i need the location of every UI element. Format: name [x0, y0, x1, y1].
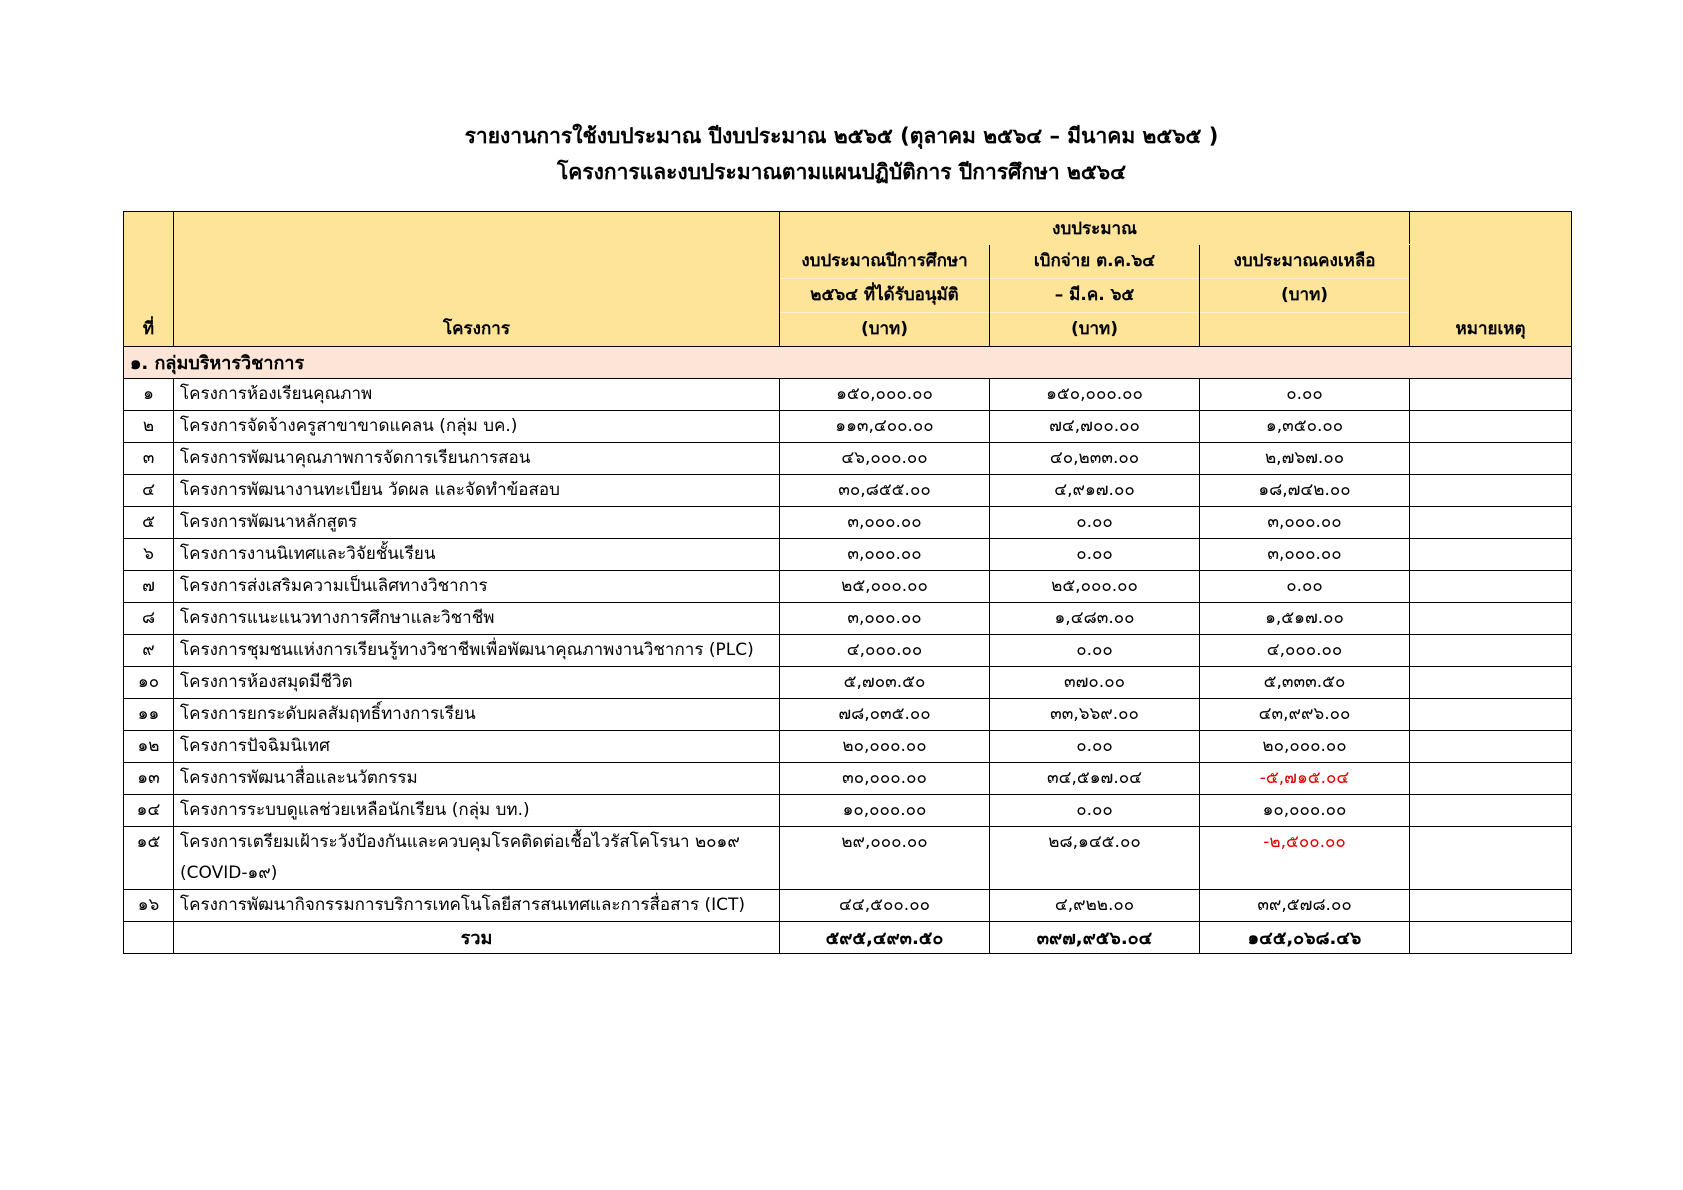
- row-remain: ๓,๐๐๐.๐๐: [1200, 507, 1410, 539]
- row-spent: ๔,๙๑๗.๐๐: [990, 475, 1200, 507]
- row-project-name: โครงการระบบดูแลช่วยเหลือนักเรียน (กลุ่ม บท.): [174, 795, 780, 827]
- row-no: ๔: [124, 475, 174, 507]
- row-remain: -๕,๗๑๕.๐๔: [1200, 763, 1410, 795]
- row-no: ๑๑: [124, 699, 174, 731]
- table-row: [124, 827, 1572, 890]
- row-approved: ๗๘,๐๓๕.๐๐: [780, 699, 990, 731]
- title-line-1: รายงานการใช้งบประมาณ ปีงบประมาณ ๒๕๖๕ (ตุลาคม ๒๕๖๔ – มีนาคม ๒๕๖๕ ): [464, 124, 1219, 148]
- row-remain: ๓,๐๐๐.๐๐: [1200, 539, 1410, 571]
- row-project-name: โครงการปัจฉิมนิเทศ: [174, 731, 780, 763]
- header-remain: [1200, 245, 1410, 347]
- row-remain: ๑,๓๕๐.๐๐: [1200, 411, 1410, 443]
- row-no: ๘: [124, 603, 174, 635]
- total-approved: ๕๙๕,๔๙๓.๕๐: [780, 922, 990, 954]
- row-project-name: โครงการพัฒนาคุณภาพการจัดการเรียนการสอน: [174, 443, 780, 475]
- header-remain-line2: (บาท): [1200, 279, 1409, 313]
- table-row: [124, 539, 1572, 571]
- row-note: [1410, 443, 1572, 475]
- row-remain: ๓๙,๕๗๘.๐๐: [1200, 890, 1410, 922]
- row-project-name: โครงการยกระดับผลสัมฤทธิ์ทางการเรียน: [174, 699, 780, 731]
- row-approved: ๒๕,๐๐๐.๐๐: [780, 571, 990, 603]
- row-remain: ๕,๓๓๓.๕๐: [1200, 667, 1410, 699]
- row-remain: ๑,๕๑๗.๐๐: [1200, 603, 1410, 635]
- row-note: [1410, 539, 1572, 571]
- header-spent-line2: – มี.ค. ๖๕: [990, 279, 1199, 313]
- header-approved-line3: (บาท): [860, 319, 909, 339]
- row-project-name: โครงการห้องสมุดมีชีวิต: [174, 667, 780, 699]
- row-no: ๑๐: [124, 667, 174, 699]
- row-approved: ๓,๐๐๐.๐๐: [780, 539, 990, 571]
- row-project-name: โครงการพัฒนางานทะเบียน วัดผล และจัดทำข้อสอบ: [174, 475, 780, 507]
- row-spent: ๒๕,๐๐๐.๐๐: [990, 571, 1200, 603]
- row-approved: ๒๐,๐๐๐.๐๐: [780, 731, 990, 763]
- row-spent: ๒๘,๑๔๕.๐๐: [990, 827, 1200, 890]
- row-remain: ๑๘,๗๔๒.๐๐: [1200, 475, 1410, 507]
- header-spent-line1: เบิกจ่าย ต.ค.๖๔: [990, 245, 1199, 279]
- row-approved: ๕,๗๐๓.๕๐: [780, 667, 990, 699]
- row-no: ๙: [124, 635, 174, 667]
- row-remain: -๒,๕๐๐.๐๐: [1200, 827, 1410, 890]
- row-approved: ๑๑๓,๔๐๐.๐๐: [780, 411, 990, 443]
- header-remain-line1: งบประมาณคงเหลือ: [1200, 245, 1409, 279]
- total-remain: ๑๔๕,๐๖๘.๔๖: [1200, 922, 1410, 954]
- row-project-name: โครงการห้องเรียนคุณภาพ: [174, 379, 780, 411]
- row-no: ๗: [124, 571, 174, 603]
- row-note: [1410, 667, 1572, 699]
- row-spent: ๐.๐๐: [990, 635, 1200, 667]
- row-no: ๑๖: [124, 890, 174, 922]
- row-spent: ๓๔,๕๑๗.๐๔: [990, 763, 1200, 795]
- row-note: [1410, 475, 1572, 507]
- row-note: [1410, 795, 1572, 827]
- row-approved: ๓,๐๐๐.๐๐: [780, 507, 990, 539]
- row-approved: ๓๐,๘๕๕.๐๐: [780, 475, 990, 507]
- row-project-name: โครงการพัฒนากิจกรรมการบริการเทคโนโลยีสารสนเทศและการสื่อสาร (ICT): [174, 890, 780, 922]
- row-approved: ๑๕๐,๐๐๐.๐๐: [780, 379, 990, 411]
- row-no: ๑๒: [124, 731, 174, 763]
- table-row: [124, 379, 1572, 411]
- row-project-name: โครงการเตรียมเฝ้าระวังป้องกันและควบคุมโรคติดต่อเชื้อไวรัสโคโรนา ๒๐๑๙ (COVID-๑๙): [174, 827, 780, 890]
- table-row: [124, 763, 1572, 795]
- row-spent: ๔๐,๒๓๓.๐๐: [990, 443, 1200, 475]
- table-row: [124, 603, 1572, 635]
- row-remain: ๔๓,๙๙๖.๐๐: [1200, 699, 1410, 731]
- total-label: รวม: [174, 922, 780, 954]
- table-row: [124, 795, 1572, 827]
- row-remain: ๐.๐๐: [1200, 379, 1410, 411]
- table-row: [124, 667, 1572, 699]
- header-note: หมายเหตุ: [1410, 212, 1572, 347]
- row-spent: ๐.๐๐: [990, 795, 1200, 827]
- row-spent: ๐.๐๐: [990, 539, 1200, 571]
- row-project-name: โครงการงานนิเทศและวิจัยชั้นเรียน: [174, 539, 780, 571]
- row-approved: ๓๐,๐๐๐.๐๐: [780, 763, 990, 795]
- row-spent: ๔,๙๒๒.๐๐: [990, 890, 1200, 922]
- row-approved: ๑๐,๐๐๐.๐๐: [780, 795, 990, 827]
- header-spent: [990, 245, 1200, 347]
- table-row: [124, 411, 1572, 443]
- row-note: [1410, 731, 1572, 763]
- row-approved: ๔๔,๕๐๐.๐๐: [780, 890, 990, 922]
- row-no: ๑: [124, 379, 174, 411]
- row-spent: ๐.๐๐: [990, 507, 1200, 539]
- total-no: [124, 922, 174, 954]
- total-spent: ๓๙๗,๙๕๖.๐๔: [990, 922, 1200, 954]
- row-spent: ๓๓,๖๖๙.๐๐: [990, 699, 1200, 731]
- row-note: [1410, 763, 1572, 795]
- row-no: ๖: [124, 539, 174, 571]
- title-line-2: โครงการและงบประมาณตามแผนปฏิบัติการ ปีการศึกษา ๒๕๖๔: [557, 160, 1126, 184]
- row-approved: ๒๙,๐๐๐.๐๐: [780, 827, 990, 890]
- header-spent-line3: (บาท): [1070, 319, 1119, 339]
- row-project-name: โครงการชุมชนแห่งการเรียนรู้ทางวิชาชีพเพื่อพัฒนาคุณภาพงานวิชาการ (PLC): [174, 635, 780, 667]
- header-approved: [780, 245, 990, 347]
- total-row: [124, 922, 1572, 954]
- header-no: ที่: [124, 212, 174, 347]
- row-project-name: โครงการพัฒนาหลักสูตร: [174, 507, 780, 539]
- row-note: [1410, 507, 1572, 539]
- row-spent: ๗๔,๗๐๐.๐๐: [990, 411, 1200, 443]
- table-row: [124, 443, 1572, 475]
- table-row: [124, 890, 1572, 922]
- table-row: [124, 635, 1572, 667]
- row-no: ๕: [124, 507, 174, 539]
- row-note: [1410, 827, 1572, 890]
- table-row: [124, 475, 1572, 507]
- row-note: [1410, 379, 1572, 411]
- page-title: [0, 118, 1683, 190]
- row-spent: ๑๕๐,๐๐๐.๐๐: [990, 379, 1200, 411]
- row-spent: ๓๗๐.๐๐: [990, 667, 1200, 699]
- row-remain: ๒๐,๐๐๐.๐๐: [1200, 731, 1410, 763]
- header-project: โครงการ: [174, 212, 780, 347]
- row-no: ๑๓: [124, 763, 174, 795]
- table-row: [124, 699, 1572, 731]
- row-note: [1410, 635, 1572, 667]
- table-row: [124, 571, 1572, 603]
- row-approved: ๔๖,๐๐๐.๐๐: [780, 443, 990, 475]
- row-spent: ๑,๔๘๓.๐๐: [990, 603, 1200, 635]
- row-approved: ๔,๐๐๐.๐๐: [780, 635, 990, 667]
- row-no: ๓: [124, 443, 174, 475]
- row-remain: ๐.๐๐: [1200, 571, 1410, 603]
- budget-table: [123, 211, 1572, 954]
- row-remain: ๑๐,๐๐๐.๐๐: [1200, 795, 1410, 827]
- row-note: [1410, 699, 1572, 731]
- row-note: [1410, 571, 1572, 603]
- row-no: ๒: [124, 411, 174, 443]
- row-no: ๑๔: [124, 795, 174, 827]
- row-project-name: โครงการพัฒนาสื่อและนวัตกรรม: [174, 763, 780, 795]
- row-note: [1410, 411, 1572, 443]
- row-spent: ๐.๐๐: [990, 731, 1200, 763]
- total-note: [1410, 922, 1572, 954]
- row-project-name: โครงการแนะแนวทางการศึกษาและวิชาชีพ: [174, 603, 780, 635]
- row-approved: ๓,๐๐๐.๐๐: [780, 603, 990, 635]
- section-academic: ๑. กลุ่มบริหารวิชาการ: [124, 347, 1572, 379]
- header-approved-line2: ๒๕๖๔ ที่ได้รับอนุมัติ: [780, 279, 989, 313]
- row-project-name: โครงการส่งเสริมความเป็นเลิศทางวิชาการ: [174, 571, 780, 603]
- header-remain-line3: [1200, 313, 1409, 346]
- table-row: [124, 507, 1572, 539]
- table-row: [124, 731, 1572, 763]
- row-remain: ๒,๗๖๗.๐๐: [1200, 443, 1410, 475]
- row-no: ๑๕: [124, 827, 174, 890]
- row-note: [1410, 603, 1572, 635]
- row-remain: ๔,๐๐๐.๐๐: [1200, 635, 1410, 667]
- row-project-name: โครงการจัดจ้างครูสาขาขาดแคลน (กลุ่ม บค.): [174, 411, 780, 443]
- header-budget: งบประมาณ: [780, 212, 1410, 245]
- header-approved-line1: งบประมาณปีการศึกษา: [780, 245, 989, 279]
- row-note: [1410, 890, 1572, 922]
